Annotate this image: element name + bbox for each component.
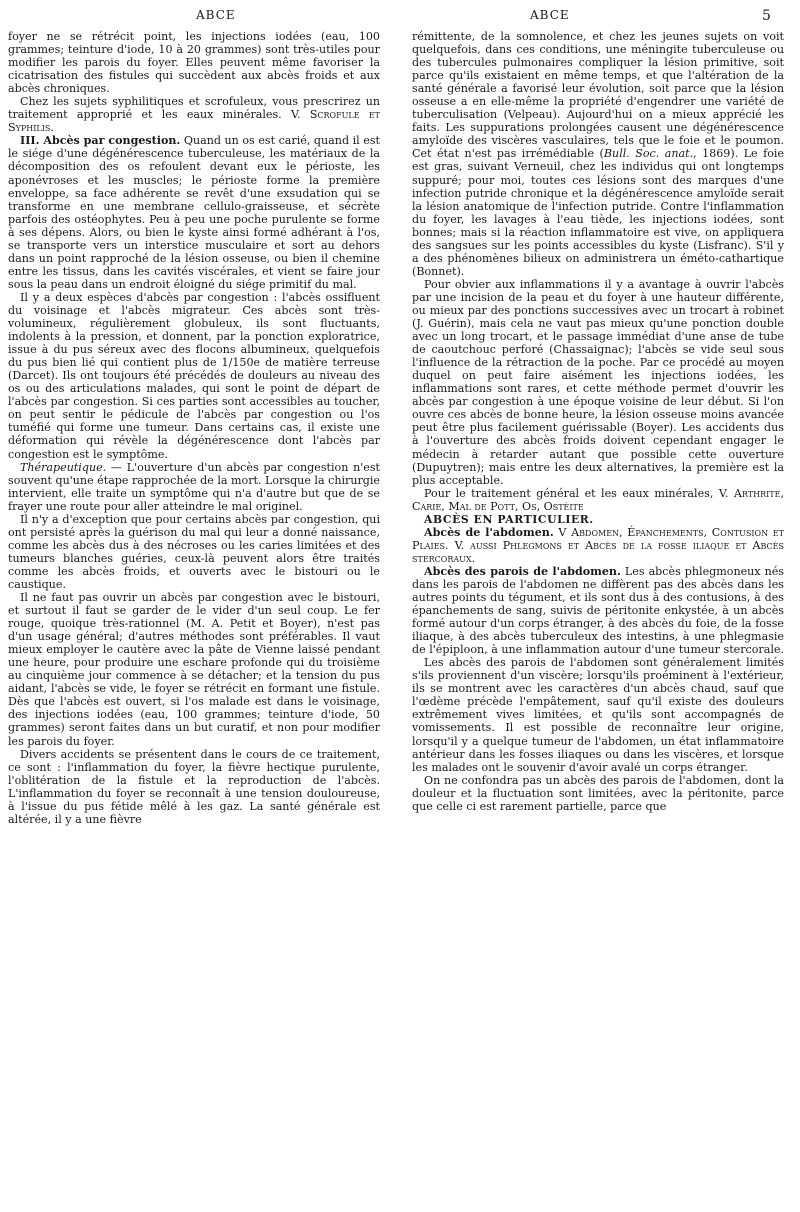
paragraph: Divers accidents se présentent dans le cours de ce traitement, ce sont : l'inflammation du foyer, la fièvre hectique purulente, l'oblitération de la fistule et la reproduction de l'abcès. L'inflammation du foyer se reconnaît à une tension douloureuse, à l'issue du pus fétide mêlé à les gaz. La santé générale est altérée, il y a une fièvre	[8, 747, 380, 826]
paragraph: foyer ne se rétrécit point, les injections iodées (eau, 100 grammes; teinture d'iode, 10 à 20 grammes) sont très-utiles pour modifier les parois du foyer. Elles peuvent même favoriser la cicatrisation des fistules qui succèdent aux abcès froids et aux abcès chroniques.	[8, 30, 380, 96]
paragraph	[412, 526, 784, 565]
subsection-heading: Abcès de l'abdomen.	[424, 525, 554, 539]
paragraph-text: Les abcès phlegmoneux nés dans les parois de l'abdomen ne diffèrent pas des abcès dans les autres points du tégument, et ils sont dus à des contusions, à des épanchements de sang, suivis de péritonite enkystée, à un abcès formé autour d'un corps étranger, à des abcès du foie, de la fosse iliaque, à des abcès tuberculeux des intestins, à une phlegmasie de l'épiploon, à une inflammation autour d'une tumeur stercorale.	[412, 564, 784, 657]
paragraph	[8, 461, 380, 513]
paragraph	[412, 487, 784, 513]
paragraph-text: , 1869). Le foie est gras, suivant Verneuil, chez les individus qui ont longtemps suppuré; pour moi, toutes ces lésions sont des marques d'une infection putride chronique et la dégénérescence amyloïde serait la lésion anatomique de l'infection putride. Contre l'inflammation du foyer, les lavages à l'eau tiède, les injections iodées, sont bonnes; mais si la réaction inflammatoire est vive, on appliquera des sangsues sur les points accessibles du kyste (Lisfranc). S'il y a des phénomènes bilieux on administrera un éméto-cathartique (Bonnet).	[412, 147, 784, 278]
page-number: 5	[762, 8, 772, 24]
paragraph	[412, 513, 784, 526]
citation: Bull. Soc. anat.	[603, 147, 694, 161]
paragraph-text: V	[553, 525, 572, 539]
paragraph: On ne confondra pas un abcès des parois de l'abdomen, dont la douleur et la fluctuation sont limitées, avec la péritonite, parce que celle ci est rarement partielle, parce que	[412, 773, 784, 813]
right-text-column	[412, 30, 784, 813]
subsection-heading: Abcès des parois de l'abdomen.	[424, 564, 621, 578]
paragraph-text: — L'ouverture d'un abcès par congestion n'est souvent qu'une étape rapprochée de la mort. Lorsque la chirurgie intervient, elle traite un symptôme qui n'a d'autre but que de se frayer une route pour aller atteindre le mal originel.	[8, 460, 380, 513]
cross-reference: Scrofule et Syphilis.	[8, 108, 380, 135]
paragraph	[412, 30, 784, 278]
paragraph-text: Quand un os est carié, quand il est le siége d'une dégénérescence tuberculeuse, les matériaux de la décomposition des os refoulent devant eux le périoste, les aponévroses et les muscles; le périoste forme la première enveloppe, sa face adhérente se revêt d'une exsudation qui se transforme en une membrane cellulo-graisseuse, et sécrète parfois des ostéophytes. Peu à peu une poche purulente se forme à ses dépens. Alors, ou bien le kyste ainsi formé adhérant à l'os, se transporte vers un interstice musculaire et sort au dehors dans un point rapproché de la lésion osseuse, ou bien il chemine entre les tissus, dans les cavités viscérales, et vient se faire jour sous la peau dans un endroit éloigné du siége primitif du mal.	[8, 134, 380, 291]
subsection-heading: III. Abcès par congestion.	[20, 134, 181, 148]
paragraph-text: Pour le traitement général et les eaux minérales, V.	[424, 486, 734, 500]
running-header-right: ABCE	[530, 8, 570, 22]
paragraph-text: rémittente, de la somnolence, et chez les jeunes sujets on voit quelquefois, dans ces conditions, une méningite tuberculeuse ou des tubercules pulmonaires compliquer la lésion primitive, soit parce qu'ils existaient en même temps, et que l'altération de la santé générale a favorisé leur évolution, soit parce que la lésion osseuse a en elle-même la propriété d'engendrer une variété de tuberculisation (Velpeau). Aujourd'hui on a mieux apprécié les faits. Les suppurations prolongées causent une dégénérescence amyloïde des viscères vasculaires, tels que le foie et le poumon. Cet état n'est pas irrémédiable (	[412, 30, 784, 161]
paragraph: Pour obvier aux inflammations il y a avantage à ouvrir l'abcès par une incision de la peau et du foyer à une hauteur différente, ou mieux par des ponctions successives avec un trocart à robinet (J. Guérin), mais cela ne vaut pas mieux qu'une ponction double avec un long trocart, et le passage immédiat d'une anse de tube de caoutchouc perforé (Chassaignac); l'abcès se vide seul sous l'influence de la rétraction de la poche. Par ce procédé au moyen duquel on peut faire aisément les injections iodées, les inflammations sont rares, et cette méthode permet d'ouvrir les abcès par congestion à une époque voisine de leur début. Si l'on ouvre ces abcès de bonne heure, la lésion osseuse moins avancée peut être plus facilement guérissable (Boyer). Les accidents dus à l'ouverture des abcès froids doivent cependant engager le médecin à retarder autant que possible cette ouverture (Dupuytren); mais entre les deux alternatives, la première est la plus acceptable.	[412, 277, 784, 487]
left-text-column	[8, 30, 380, 826]
subsection-heading: Thérapeutique.	[20, 460, 107, 474]
paragraph-text: Chez les sujets syphilitiques et scrofuleux, vous prescrirez un traitement approprié et les eaux minérales. V.	[8, 95, 380, 122]
cross-reference: Abdomen, Épanchements, Contusion et Plaies. V. aussi Phlegmons et Abcès de la fosse iliaque et Abcès stercoraux.	[412, 525, 784, 565]
paragraph	[8, 134, 380, 291]
paragraph: Il y a deux espèces d'abcès par congestion : l'abcès ossifluent du voisinage et l'abcès migrateur. Ces abcès sont très-volumineux, régulièrement globuleux, ils sont fluctuants, indolents à la pression, et donnent, par la ponction exploratrice, issue à du pus séreux avec des flocons albumineux, quelquefois du pus bien lié qui contient plus de 1/150e de matière terreuse (Darcet). Ils ont toujours été précédés de douleurs au niveau des os ou des articulations malades, qui sont le point de départ de l'abcès par congestion. Si ces parties sont accessibles au toucher, on peut sentir le pédicule de l'abcès par congestion ou l'os tuméfié qui forme une tumeur. Dans certains cas, il existe une déformation qui révèle la dégénérescence dont l'abcès par congestion est le symptôme.	[8, 290, 380, 461]
running-header-left: ABCE	[196, 8, 236, 22]
paragraph: Les abcès des parois de l'abdomen sont généralement limités s'ils proviennent d'un viscère; lorsqu'ils proéminent à l'extérieur, ils se montrent avec les caractères d'un abcès chaud, sauf que l'œdème précède l'empâtement, sauf qu'il existe des douleurs extrêmement vives limitées, et qu'ils sont accompagnés de vomissements. Il est possible de reconnaître leur origine, lorsqu'il y a quelque tumeur de l'abdomen, un état inflammatoire antérieur dans les fosses iliaques ou dans les viscères, et lorsque les malades ont le souvenir d'avoir avalé un corps étranger.	[412, 656, 784, 774]
paragraph: Il ne faut pas ouvrir un abcès par congestion avec le bistouri, et surtout il faut se garder de le vider d'un seul coup. Le fer rouge, quoique très-rationnel (M. A. Petit et Boyer), n'est pas d'un usage général; d'autres méthodes sont préférables. Il vaut mieux employer le cautère avec la pâte de Vienne laissé pendant une heure, pour produire une eschare profonde qui du troisième au cinquième jour commence à se détacher; et la tension du pus aidant, l'abcès se vide, le foyer se rétrécit en formant une fistule. Dès que l'abcès est ouvert, si l'os malade est dans le voisinage, des injections iodées (eau, 100 grammes; teinture d'iode, 50 grammes) seront faites dans un but curatif, et non pour modifier les parois du foyer.	[8, 591, 380, 748]
paragraph	[8, 95, 380, 134]
section-heading: ABCÈS EN PARTICULIER.	[424, 512, 594, 526]
paragraph	[412, 565, 784, 656]
cross-reference: Arthrite, Carie, Mal de Pott, Os, Ostéite	[412, 486, 784, 513]
paragraph: Il n'y a d'exception que pour certains abcès par congestion, qui ont persisté après la guérison du mal qui leur a donné naissance, comme les abcès dus à des nécroses ou les caries limitées et des tumeurs blanches guéries, ceux-là peuvent alors être traités comme les abcès froids, et ouverts avec le bistouri ou le caustique.	[8, 512, 380, 591]
